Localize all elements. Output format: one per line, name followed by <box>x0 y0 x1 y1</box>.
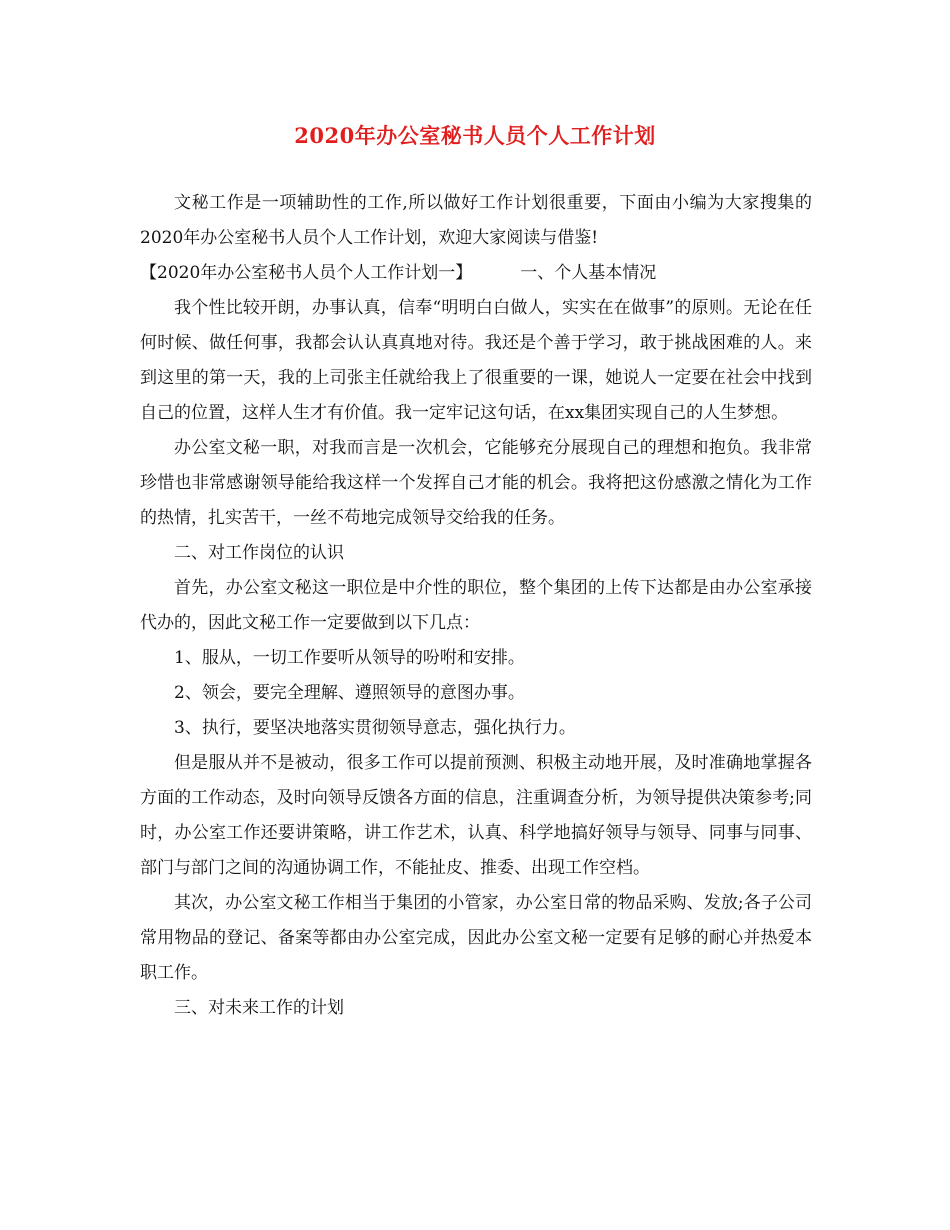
paragraph-first: 首先，办公室文秘这一职位是中介性的职位，整个集团的上传下达都是由办公室承接代办的，因此文秘工作一定要做到以下几点： <box>140 578 812 633</box>
list-item-obey: 1、服从，一切工作要听从领导的吩咐和安排。 <box>174 648 525 668</box>
plan-heading-line <box>140 256 812 291</box>
intro-paragraph: 文秘工作是一项辅助性的工作,所以做好工作计划很重要，下面由小编为大家搜集的2020年办公室秘书人员个人工作计划，欢迎大家阅读与借鉴! <box>140 193 812 248</box>
list-item-understand: 2、领会，要完全理解、遵照领导的意图办事。 <box>174 683 525 703</box>
paragraph-second: 其次，办公室文秘工作相当于集团的小管家，办公室日常的物品采购、发放;各子公司常用物品的登记、备案等都由办公室完成，因此办公室文秘一定要有足够的耐心并热爱本职工作。 <box>140 893 812 983</box>
section-1-title: 一、个人基本情况 <box>520 263 657 283</box>
document-title: 2020年办公室秘书人员个人工作计划 <box>294 123 656 148</box>
section-3-title: 三、对未来工作的计划 <box>174 998 344 1018</box>
paragraph-proactive: 但是服从并不是被动，很多工作可以提前预测、积极主动地开展，及时准确地掌握各方面的工作动态，及时向领导反馈各方面的信息，注重调查分析，为领导提供决策参考;同时，办公室工作还要讲策略，讲工作艺术，认真、科学地搞好领导与领导、同事与同事、部门与部门之间的沟通协调工作，不能扯皮、推委、出现工作空档。 <box>140 753 812 878</box>
section-2-title: 二、对工作岗位的认识 <box>174 543 344 563</box>
paragraph-opportunity: 办公室文秘一职，对我而言是一次机会，它能够充分展现自己的理想和抱负。我非常珍惜也非常感谢领导能给我这样一个发挥自己才能的机会。我将把这份感激之情化为工作的热情，扎实苦干，一丝不苟地完成领导交给我的任务。 <box>140 438 812 528</box>
plan-heading: 【2020年办公室秘书人员个人工作计划一】 <box>140 263 473 283</box>
document-body <box>140 186 812 1026</box>
list-item-execute: 3、执行，要坚决地落实贯彻领导意志，强化执行力。 <box>174 718 576 738</box>
paragraph-personality: 我个性比较开朗，办事认真，信奉“明明白白做人，实实在在做事”的原则。无论在任何时候、做任何事，我都会认认真真地对待。我还是个善于学习，敢于挑战困难的人。来到这里的第一天，我的上司张主任就给我上了很重要的一课，她说人一定要在社会中找到自己的位置，这样人生才有价值。我一定牢记这句话，在xx集团实现自己的人生梦想。 <box>140 298 812 423</box>
